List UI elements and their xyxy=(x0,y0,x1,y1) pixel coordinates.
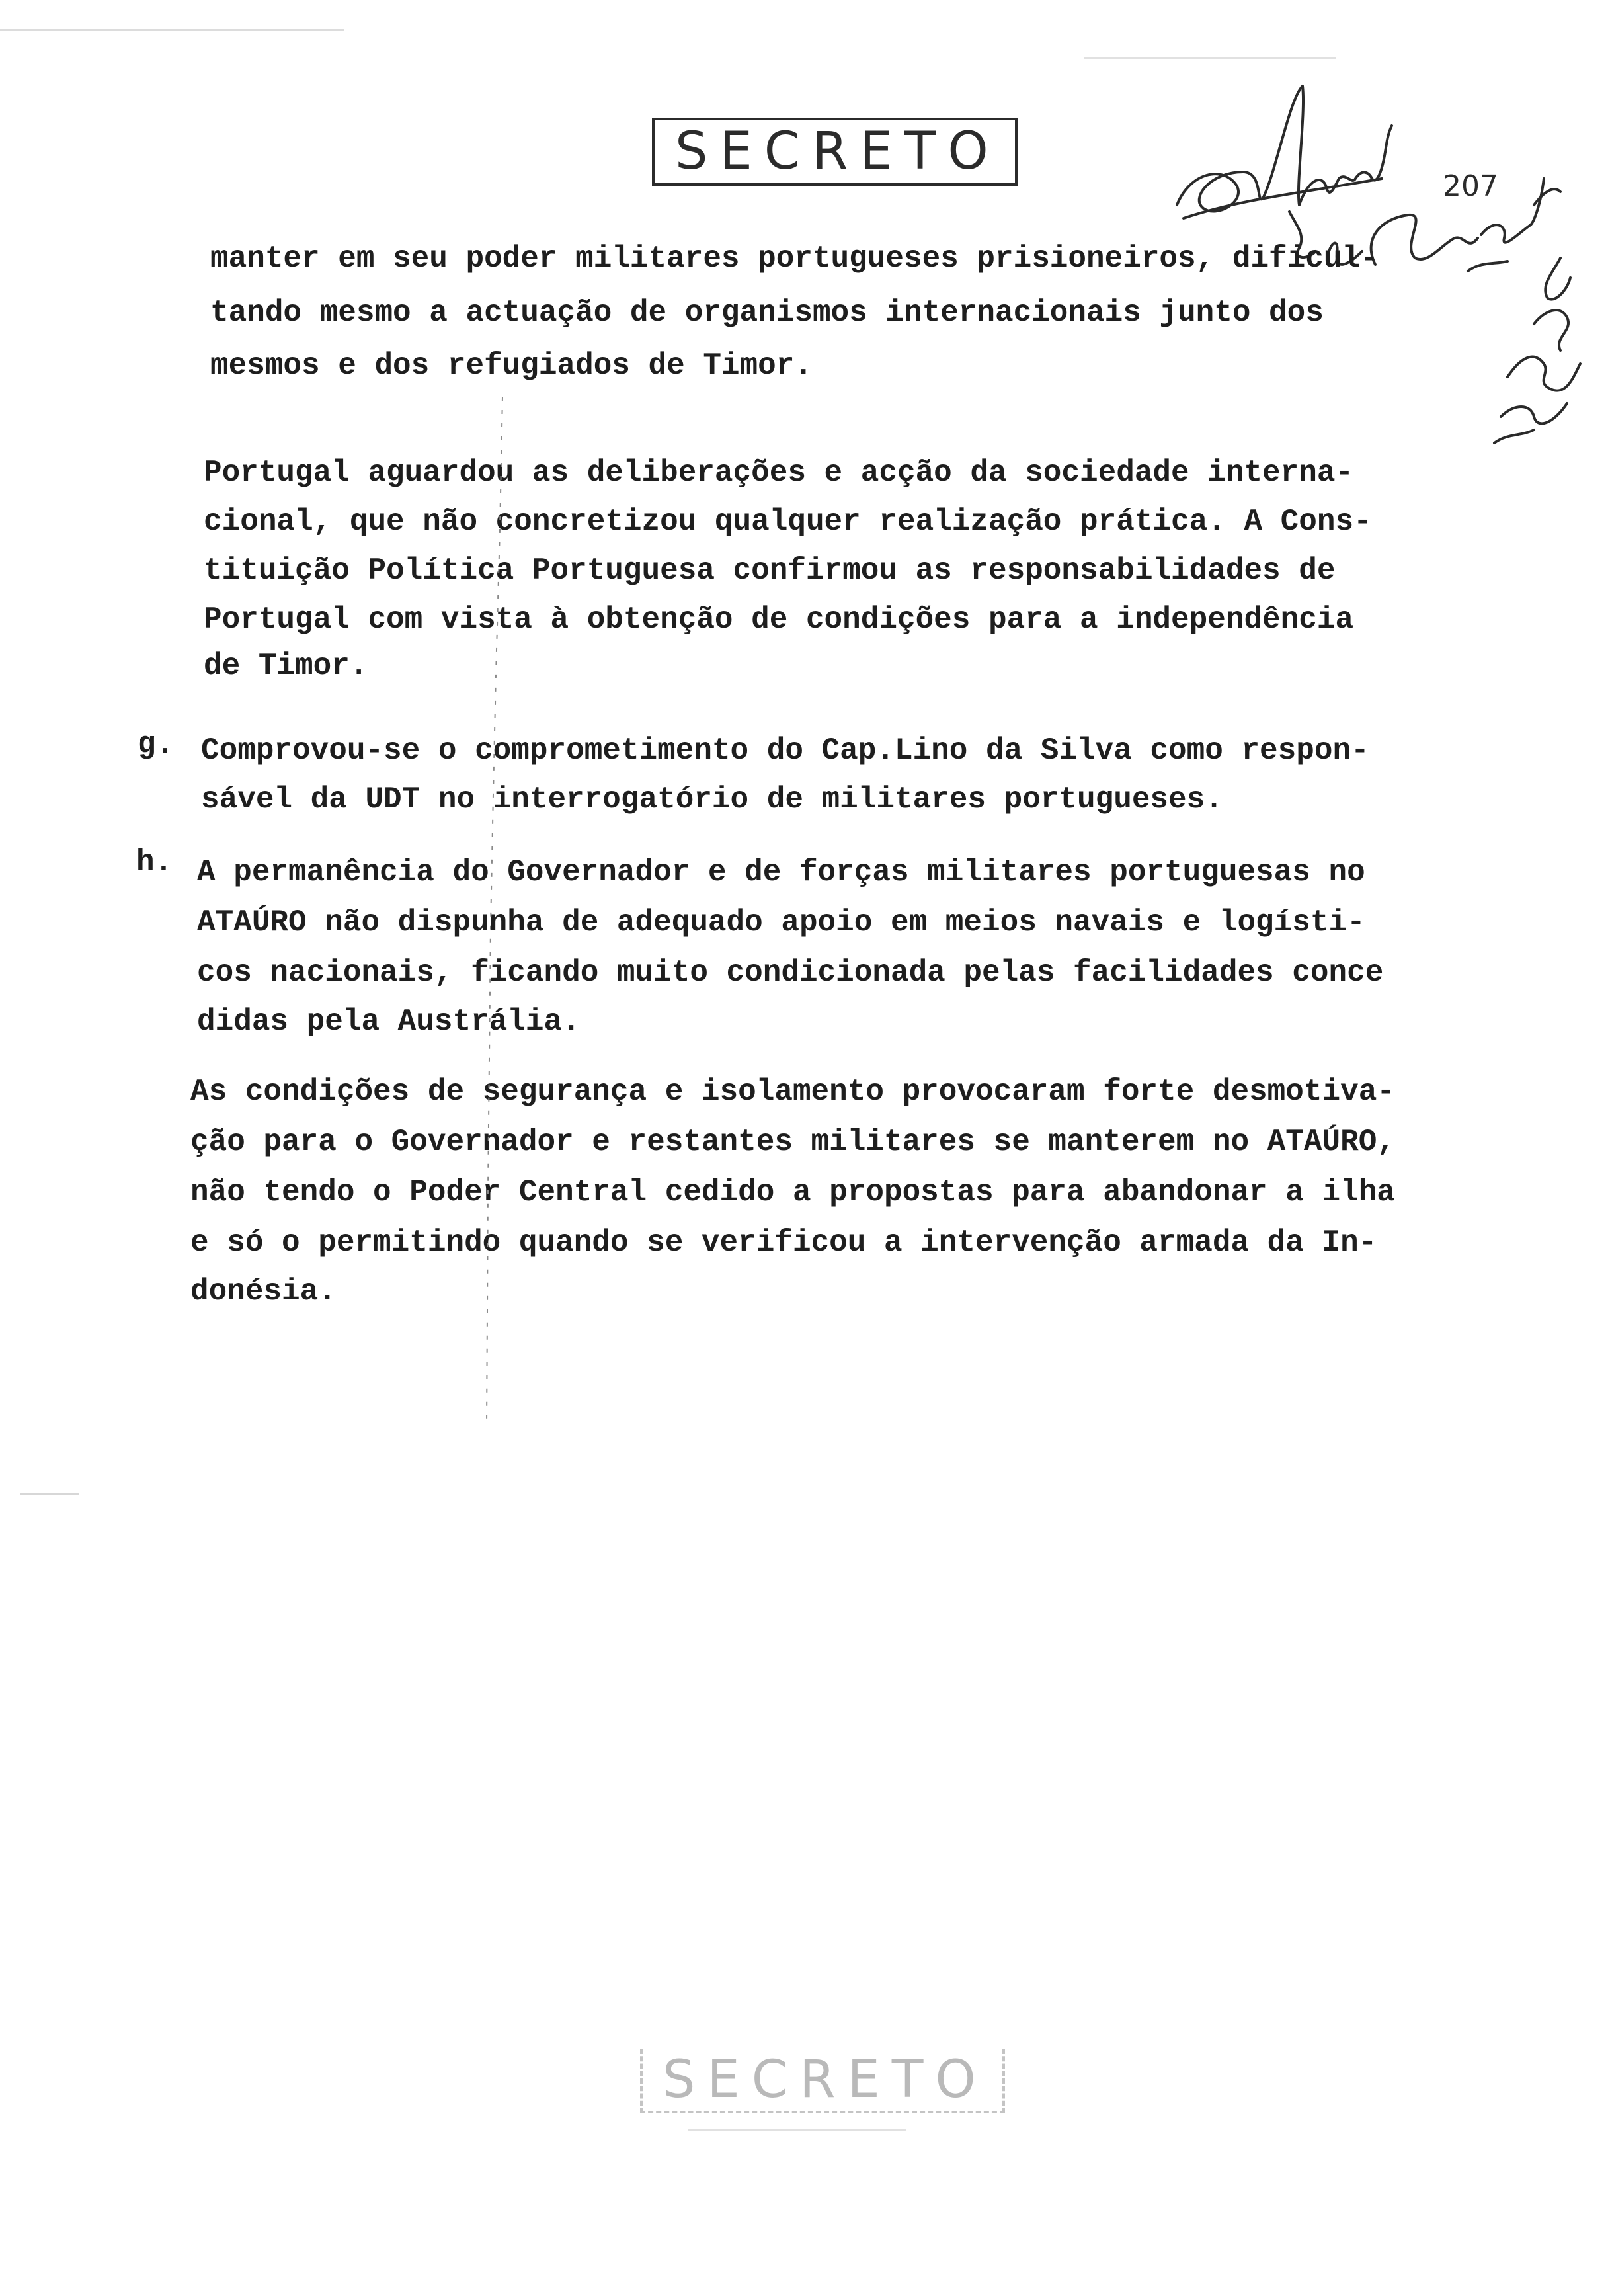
paragraph-3-line-1: As condições de segurança e isolamento provocaram forte desmotiva- xyxy=(190,1075,1395,1109)
paragraph-2-line-2: cional, que não concretizou qualquer realização prática. A Cons- xyxy=(204,505,1372,539)
paragraph-2-line-4: Portugal com vista à obtenção de condições para a independência xyxy=(204,602,1354,637)
secreto-stamp-bottom: SECRETO xyxy=(640,2049,1005,2113)
paragraph-3-line-5: donésia. xyxy=(190,1274,337,1309)
paragraph-3-line-4: e só o permitindo quando se verificou a intervenção armada da In- xyxy=(190,1225,1377,1260)
paragraph-1-line-1: manter em seu poder militares portugueses prisioneiros, dificul- xyxy=(210,241,1379,276)
paragraph-3-line-3: não tendo o Poder Central cedido a propostas para abandonar a ilha xyxy=(190,1175,1395,1210)
paragraph-2-line-1: Portugal aguardou as deliberações e acção da sociedade interna- xyxy=(204,456,1354,490)
paragraph-2-line-3: tituição Política Portuguesa confirmou as responsabilidades de xyxy=(204,554,1336,588)
paragraph-3-line-2: ção para o Governador e restantes militares se manterem no ATAÚRO, xyxy=(190,1125,1395,1159)
scan-artifact-top-left xyxy=(0,29,344,31)
scan-artifact-bottom xyxy=(688,2129,906,2131)
item-h-line-4: didas pela Austrália. xyxy=(197,1004,581,1039)
paragraph-1-line-3: mesmos e dos refugiados de Timor. xyxy=(210,348,813,383)
secreto-stamp-top: SECRETO xyxy=(652,118,1018,186)
item-h-marker: h. xyxy=(136,845,173,880)
photocopy-fold-mark xyxy=(476,397,516,1428)
item-g-line-1: Comprovou-se o comprometimento do Cap.Lino da Silva como respon- xyxy=(201,733,1369,768)
scan-artifact-top-right xyxy=(1084,57,1336,59)
item-h-line-2: ATAÚRO não dispunha de adequado apoio em meios navais e logísti- xyxy=(197,905,1365,940)
item-h-line-1: A permanência do Governador e de forças militares portuguesas no xyxy=(197,855,1365,889)
item-g-marker: g. xyxy=(138,727,175,762)
item-g-line-2: sável da UDT no interrogatório de militares portugueses. xyxy=(201,782,1223,817)
paragraph-1-line-2: tando mesmo a actuação de organismos internacionais junto dos xyxy=(210,296,1324,330)
page-number: 207 xyxy=(1443,169,1498,203)
item-h-line-3: cos nacionais, ficando muito condicionada pelas facilidades conce xyxy=(197,956,1384,990)
paragraph-2-line-5: de Timor. xyxy=(204,649,368,683)
handwritten-signature xyxy=(1164,73,1600,483)
scan-artifact-left-margin xyxy=(20,1493,79,1495)
